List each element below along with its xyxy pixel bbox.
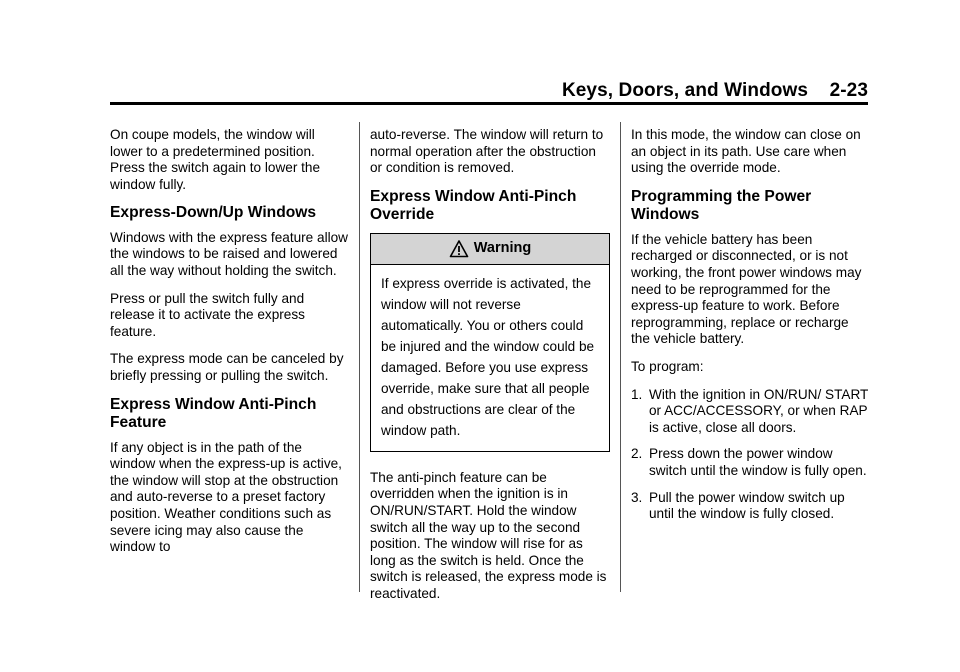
- paragraph: If any object is in the path of the window when the express-up is active, the window will stop at the obstruction and auto-reverse to a preset factory position. Weather conditions such as severe icing may also cause the window to: [110, 439, 342, 555]
- paragraph: If the vehicle battery has been recharged or disconnected, or is not working, the front power windows may need to be reprogrammed for the express-up feature to work. Before reprogramming, replace or recharge the vehicle battery.: [631, 231, 862, 347]
- column-divider: [359, 122, 360, 592]
- warning-title: Warning: [473, 240, 532, 257]
- paragraph: Press or pull the switch fully and release it to activate the express feature.: [110, 290, 305, 339]
- list-text: With the ignition in ON/RUN/ START or ACC/ACCESSORY, or when RAP is active, close all doors.: [649, 386, 869, 435]
- page-number: 2-23: [829, 80, 868, 101]
- warning-text: If express override is activated, the window will not reverse automatically. You or others could be injured and the window could be damaged. Before you use express override, make sure that all people and obstructions are clear of the window path.: [381, 275, 595, 438]
- list-item: [631, 387, 871, 437]
- paragraph: Windows with the express feature allow the windows to be raised and lowered all the way without holding the switch.: [110, 229, 348, 279]
- column-3: [631, 127, 871, 533]
- heading-programming-power-windows: Programming the Power Windows: [631, 187, 812, 224]
- paragraph: auto-reverse. The window will return to normal operation after the obstruction or condition is removed.: [370, 127, 604, 176]
- list-number: 1.: [631, 386, 643, 402]
- paragraph: The express mode can be canceled by briefly pressing or pulling the switch.: [110, 351, 344, 384]
- section-title: Keys, Doors, and Windows: [561, 80, 809, 101]
- page-header: [110, 80, 868, 102]
- list-text: Pull the power window switch up until the window is fully closed.: [649, 489, 845, 522]
- list-text: Press down the power window switch until the window is fully open.: [649, 446, 867, 478]
- paragraph: On coupe models, the window will lower to a predetermined position. Press the switch again to lower the window fully.: [110, 127, 321, 192]
- heading-anti-pinch-feature: Express Window Anti-Pinch Feature: [110, 395, 317, 432]
- paragraph: In this mode, the window can close on an object in its path. Use care when using the override mode.: [631, 127, 861, 176]
- warning-header: [371, 234, 609, 265]
- heading-anti-pinch-override: Express Window Anti-Pinch Override: [370, 187, 577, 224]
- list-item: [631, 490, 871, 523]
- to-program-label: To program:: [631, 358, 704, 374]
- column-divider: [620, 122, 621, 592]
- header-rule: [110, 102, 868, 105]
- column-2: [370, 127, 610, 614]
- warning-triangle-icon: [449, 239, 469, 259]
- paragraph: The anti-pinch feature can be overridden when the ignition is in ON/RUN/START. Hold the window switch all the way up to the second position. The window will rise for as long as the switch is held. Once the switch is released, the express mode is reactivated.: [370, 469, 607, 601]
- list-item: [631, 446, 871, 479]
- list-number: 2.: [631, 446, 643, 462]
- warning-box: [370, 233, 610, 452]
- list-number: 3.: [631, 489, 643, 505]
- column-1: [110, 127, 350, 567]
- heading-express-down-up: Express-Down/Up Windows: [110, 204, 317, 222]
